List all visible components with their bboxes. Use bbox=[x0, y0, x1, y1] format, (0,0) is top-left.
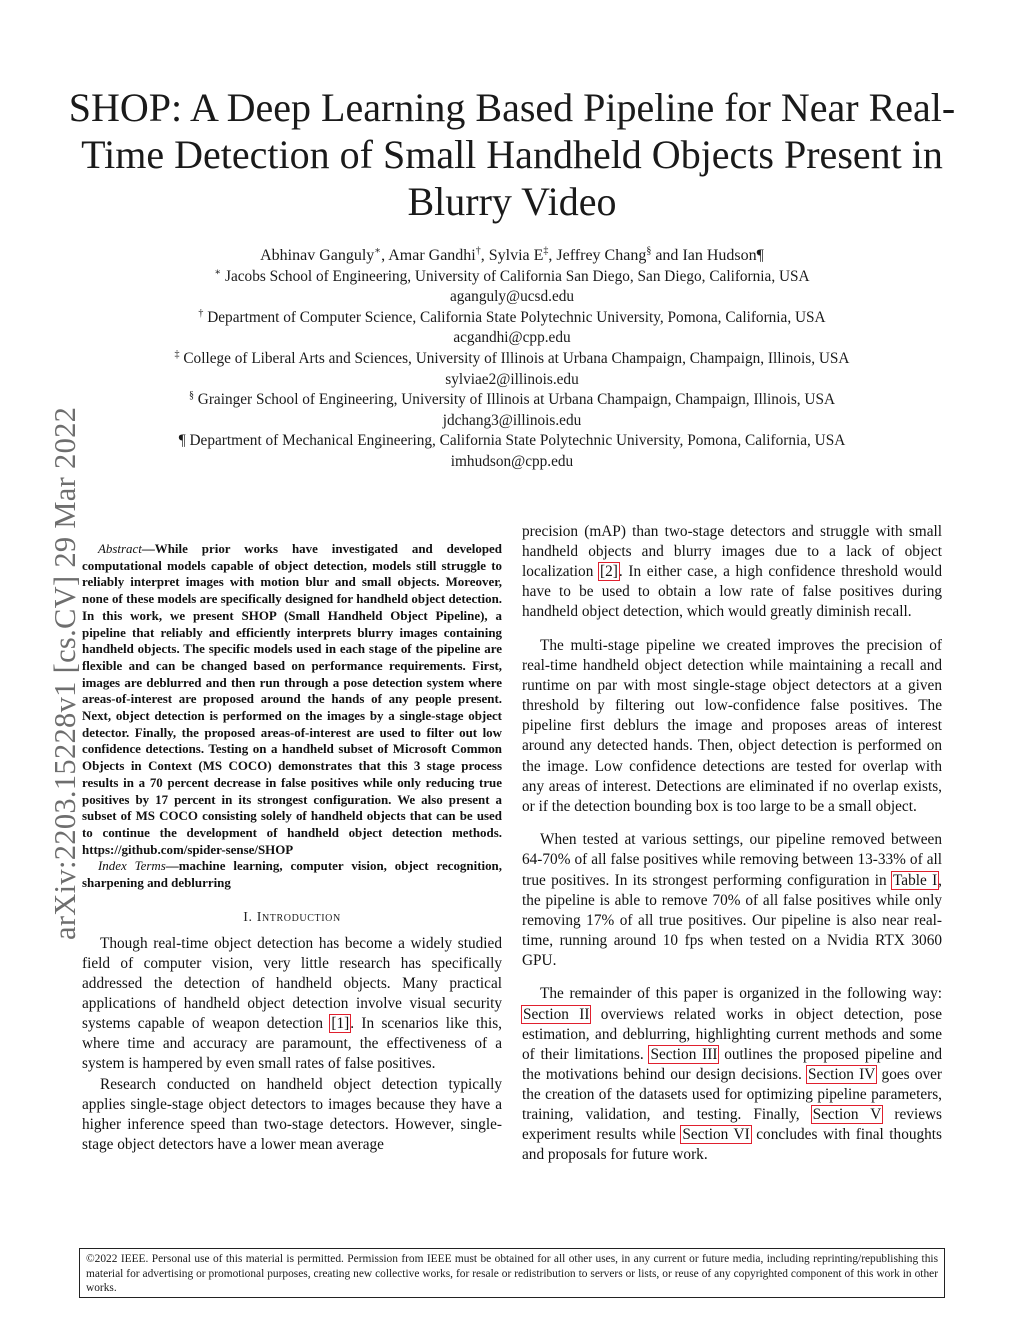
affiliation-email[interactable]: acgandhi@cpp.edu bbox=[453, 329, 571, 347]
left-column bbox=[82, 541, 502, 1155]
author-name: Sylvia E bbox=[488, 247, 544, 264]
paragraph-text: The remainder of this paper is organized in the following way: bbox=[540, 985, 942, 1003]
section-link[interactable]: Section II bbox=[523, 1005, 590, 1023]
affiliation-mark: § bbox=[188, 390, 194, 402]
section-title: Introduction bbox=[256, 909, 341, 925]
abstract-text: —While prior works have investigated and developed computational models capable of object detection, models still struggle to reliably interpret images with motion blur and small objects. Moreover, none of these models are specifically designed for handheld object detection. In this work, we present SHOP (Small Handheld Object Pipeline), a pipeline that reliably and efficiently interprets blurry images containing handheld objects. The specific models used in each stage of the pipeline are flexible and can be changed based on performance requirements. First, images are deblurred and then run through a pose detection system where areas-of-interest are proposed around the hands of any people present. Next, object detection is performed on the images by a single-stage object detector. Finally, the proposed areas-of-interest are used to filter out low confidence detections. Testing on a handheld subset of Microsoft Common Objects in Context (MS COCO) demonstrates that this 3 stage process results in a 70 percent decrease in false positives while only reducing true positives by 17 percent in its strongest configuration. We also present a subset of MS COCO consisting solely of handheld objects that can be used to continue the development of handheld object detection methods. https://github.com/spider-sense/SHOP bbox=[82, 541, 502, 857]
affiliation-2 bbox=[60, 308, 964, 329]
author-mark: ¶ bbox=[756, 247, 764, 264]
citation-link[interactable]: [2] bbox=[600, 563, 618, 581]
right-paragraph-2: The multi-stage pipeline we created improves the precision of real-time handheld object detection while maintaining a recall and runtime on par with most single-stage object detectors at a given threshold by filtering out low-confidence false positives. The pipeline first deblurs the image and proposes areas of interest around any detected hands. Then, object detection is performed on the image. Low confidence detections are tested for overlap with any areas of interest. Detections are eliminated if no overlap exists, or if the detection bounding box is too large to be a small object. bbox=[522, 636, 942, 815]
intro-paragraph-1 bbox=[82, 934, 502, 1075]
affiliation-text: Department of Computer Science, California State Polytechnic University, Pomona, California, USA bbox=[207, 308, 826, 326]
right-paragraph-1 bbox=[522, 522, 942, 622]
affiliation-text: Department of Mechanical Engineering, California State Polytechnic University, Pomona, California, USA bbox=[189, 432, 846, 450]
section-number: I. bbox=[243, 909, 253, 925]
author-mark: ∗ bbox=[374, 245, 382, 257]
author-name: Abhinav Ganguly bbox=[260, 247, 375, 264]
right-paragraph-3 bbox=[522, 830, 942, 971]
section-link[interactable]: Section III bbox=[650, 1045, 718, 1063]
section-link[interactable]: Section VI bbox=[682, 1126, 750, 1144]
affiliation-email[interactable]: jdchang3@illinois.edu bbox=[442, 411, 582, 429]
citation-link[interactable]: [1] bbox=[331, 1015, 350, 1033]
section-heading-introduction bbox=[82, 908, 502, 928]
section-link[interactable]: Section IV bbox=[808, 1065, 876, 1083]
author-mark: § bbox=[646, 245, 652, 257]
paragraph-text: . In either case, a high confidence threshold would have to be used to obtain a low rate of false positives during handheld object detection, which would greatly diminish recall. bbox=[522, 563, 942, 621]
paragraph-text: When tested at various settings, our pipeline removed between 64-70% of all false positives while removing between 13-33% of all true positives. In its strongest performing configuration in bbox=[522, 831, 942, 889]
affiliation-text: Jacobs School of Engineering, University of California San Diego, San Diego, California, USA bbox=[225, 267, 810, 285]
affiliation-1 bbox=[60, 267, 964, 288]
paragraph-text: outlines the proposed pipeline and the motivations behind our design decisions. bbox=[522, 1045, 942, 1083]
paragraph-text: reviews experiment results while bbox=[522, 1106, 942, 1144]
author-name: Ian Hudson bbox=[682, 247, 757, 264]
affiliation-text: College of Liberal Arts and Sciences, University of Illinois at Urbana Champaign, Champaign, Illinois, USA bbox=[183, 349, 850, 367]
author-name: Jeffrey Chang bbox=[556, 247, 647, 264]
affiliation-email[interactable]: sylviae2@illinois.edu bbox=[445, 370, 579, 388]
right-column bbox=[522, 522, 942, 1179]
copyright-notice: ©2022 IEEE. Personal use of this material is permitted. Permission from IEEE must be obtained for all other uses, in any current or future media, including reprinting/republishing this material for advertising or promotional purposes, creating new collective works, for resale or redistribution to servers or lists, or reuse of any copyrighted component of this work in other works. bbox=[79, 1248, 945, 1298]
affiliation-text: Grainger School of Engineering, University of Illinois at Urbana Champaign, Champaign, Illinois, USA bbox=[197, 391, 836, 409]
affiliation-5 bbox=[60, 431, 964, 452]
section-link[interactable]: Section V bbox=[812, 1106, 882, 1124]
index-terms-text: —machine learning, computer vision, object recognition, sharpening and deblurring bbox=[82, 858, 502, 891]
authors-block bbox=[60, 246, 964, 473]
paper-title: SHOP: A Deep Learning Based Pipeline for Near Real-Time Detection of Small Handheld Objects Present in Blurry Video bbox=[68, 85, 956, 224]
intro-paragraph-2: Research conducted on handheld object detection typically applies single-stage object detectors to images because they have a higher inference speed than two-stage detectors. However, single-stage object detectors have a lower mean average bbox=[82, 1075, 502, 1153]
author-list: Abhinav Ganguly∗, Amar Gandhi†, Sylvia E‡, Jeffrey Chang§ and Ian Hudson¶ bbox=[260, 245, 764, 264]
affiliation-mark: ‡ bbox=[174, 348, 180, 360]
affiliation-email[interactable]: imhudson@cpp.edu bbox=[450, 452, 574, 470]
affiliation-mark: ∗ bbox=[214, 266, 222, 278]
index-terms bbox=[82, 858, 502, 891]
affiliation-mark: † bbox=[198, 307, 204, 319]
paragraph-text: precision (mAP) than two-stage detectors and struggle with small handheld objects and blurry images due to a lack of object localization bbox=[522, 523, 942, 581]
author-mark: † bbox=[475, 245, 481, 257]
affiliation-4 bbox=[60, 390, 964, 411]
author-and: and bbox=[655, 247, 679, 264]
table-link[interactable]: Table I bbox=[893, 871, 938, 889]
paragraph-text: . In scenarios like this, where time and accuracy are paramount, the effectiveness of a system is hampered by even small rates of false positives. bbox=[82, 1015, 502, 1073]
affiliation-mark: ¶ bbox=[178, 432, 186, 450]
paragraph-text: concludes with final thoughts and proposals for future work. bbox=[522, 1126, 943, 1164]
abstract bbox=[82, 541, 502, 858]
right-paragraph-4 bbox=[522, 984, 942, 1165]
paragraph-text: Though real-time object detection has become a widely studied field of computer vision, very little research has specifically addressed the detection of handheld objects. Many practical applications of handheld object detection involve visual security systems capable of weapon detection bbox=[82, 934, 502, 1033]
author-mark: ‡ bbox=[543, 245, 549, 257]
index-terms-label: Index Terms bbox=[98, 858, 166, 874]
paragraph-text: overviews related works in object detection, pose estimation, and deblurring, highlighting current methods and some of their limitations. bbox=[522, 1005, 942, 1063]
paragraph-text: , the pipeline is able to remove 70% of all false positives while only removing 17% of all true positives. Our pipeline is also near real-time, running around 10 fps when tested on a Nvidia RTX 3060 GPU. bbox=[522, 871, 942, 969]
affiliation-email[interactable]: aganguly@ucsd.edu bbox=[449, 288, 575, 306]
affiliation-3 bbox=[60, 349, 964, 370]
paragraph-text: goes over the creation of the datasets used for optimizing pipeline parameters, training, validation, and testing. Finally, bbox=[522, 1065, 942, 1124]
abstract-label: Abstract bbox=[98, 541, 142, 556]
author-name: Amar Gandhi bbox=[388, 247, 476, 264]
arxiv-stamp: arXiv:2203.15228v1 [cs.CV] 29 Mar 2022 bbox=[48, 406, 82, 940]
